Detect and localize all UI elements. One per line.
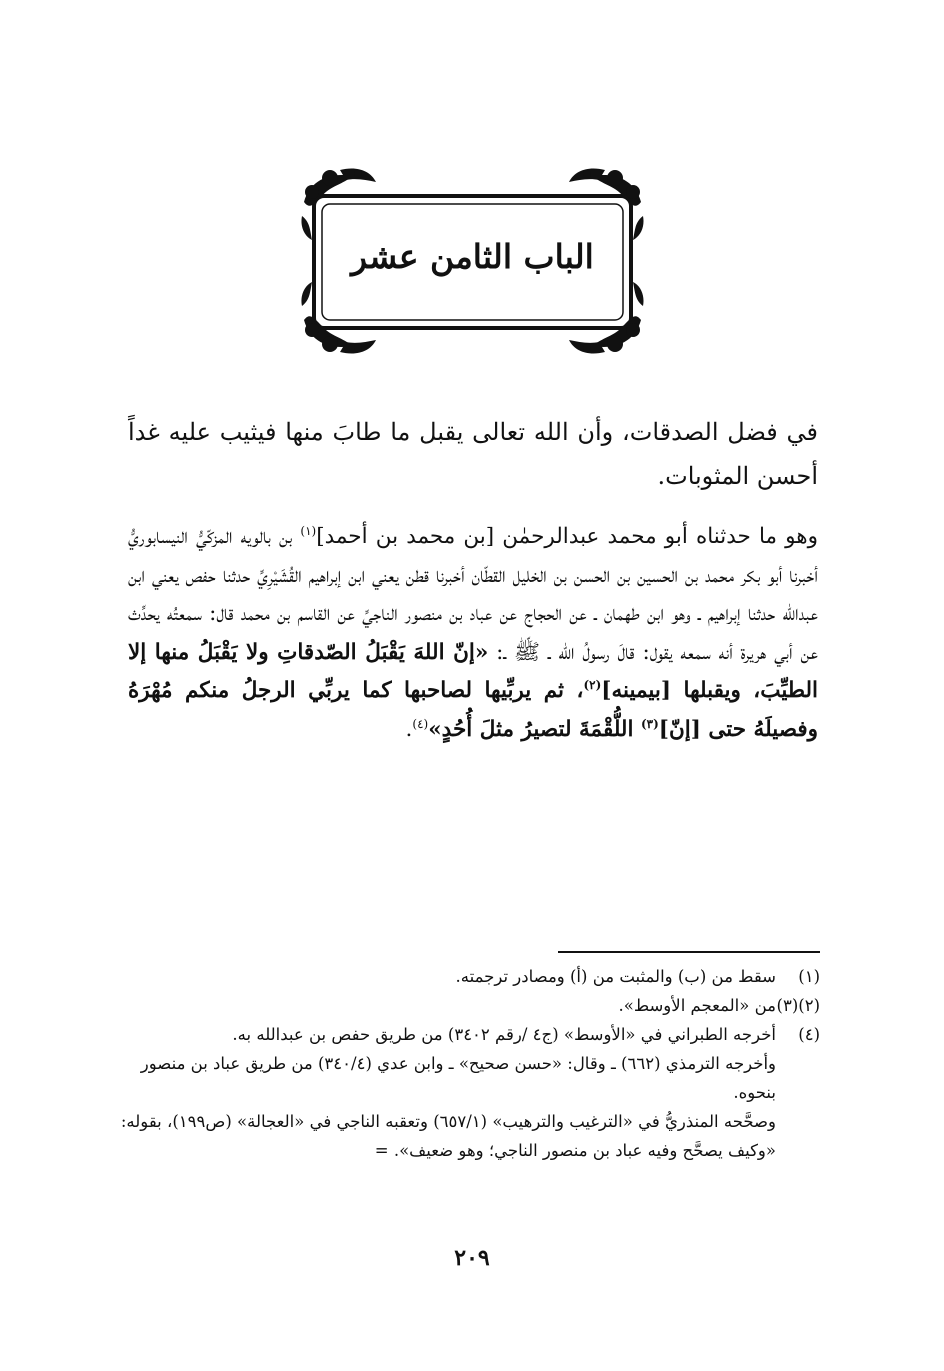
isnad-text-2: بن بالويه المزكّيُّ النيسابوريُّ أخبرنا أبو بكر محمد بن الحسين بن الحسن بن الخليل القطّان أخبرنا قطن يعني ابن إبراهيم القُشَيْرِيِّ حدثنا حفص يعني ابن عبدالله حدثنا إبراهيم ـ وهو ابن طهمان ـ عن الحجاج عن عباد بن منصور الناجيِّ عن القاسم بن محمد قال: سمعتُه يحدِّث عن أبي هريرة أنه سمعه يقول: قالَ رسولُ الله ـ ﷺ ـ: [128,524,818,665]
footnote-text: سقط من (ب) والمثبت من (أ) ومصادر ترجمته. [455,967,776,986]
footnote-4-continuation-2: وصحَّحه المنذريُّ في «الترغيب والترهيب» (٦٥٧/١) وتعقبه الناجي في «العجالة» (ص١٩٩)، بقوله: «وكيف يصحَّح وفيه عباد بن منصور الناجي؛ وهو ضعيف». = [120,1112,776,1160]
page-number: ٢٠٩ [454,1245,490,1271]
footnote-ref-3: (٣) [640,716,659,731]
footnote-number: (١) [798,967,820,986]
hadith-part-1: «إنّ اللهَ يَقْبَلُ الصّدقاتِ ولا يَقْبَلُ منها إلا الطيِّبَ، ويقبلها [بيمينه] [128,639,819,703]
footnote-2-3 [110,991,820,1020]
footnote-divider [558,951,820,953]
chapter-intro: في فضل الصدقات، وأن الله تعالى يقبل ما طابَ منها فيثيب عليه غداً أحسن المثوبات. [128,418,818,490]
isnad-text-1: وهو ما حدثناه أبو محمد عبدالرحمٰن [بن محمد بن أحمد] [316,524,818,549]
footnote-number: (٤) [798,1025,820,1044]
footnote-text: من «المعجم الأوسط». [618,996,776,1015]
paragraph-end: . [405,716,413,742]
footnote-1 [110,962,820,991]
footnote-ref-2: (٢) [583,677,602,692]
footnote-ref-4: (٤) [412,716,429,731]
footnote-ref-1: (١) [300,523,317,538]
footnotes [110,962,820,1165]
chapter-title: الباب الثامن عشر [351,237,594,276]
hadith-part-3: اللُّقْمَةَ لتصيرُ مثلَ أُحُدٍ» [428,716,641,742]
footnote-text: أخرجه الطبراني في «الأوسط» (ج٤ /رقم ٣٤٠٢) من طريق حفص بن عبدالله به. [232,1025,776,1044]
footnote-4-continuation-1: وأخرجه الترمذي (٦٦٢) ـ وقال: «حسن صحيح» ـ وابن عدي (٣٤٠/٤) من طريق عباد بن منصور بنحوه. [140,1054,776,1102]
footnote-4 [110,1020,820,1049]
footnote-number: (٢)(٣) [776,996,820,1015]
hadith-part-2: ، ثم يربِّيها لصاحبها كما يربِّي الرجلُ منكم مُهْرَهُ وفصيلَهُ حتى [إنّ] [128,678,818,742]
body-paragraph [128,518,818,749]
